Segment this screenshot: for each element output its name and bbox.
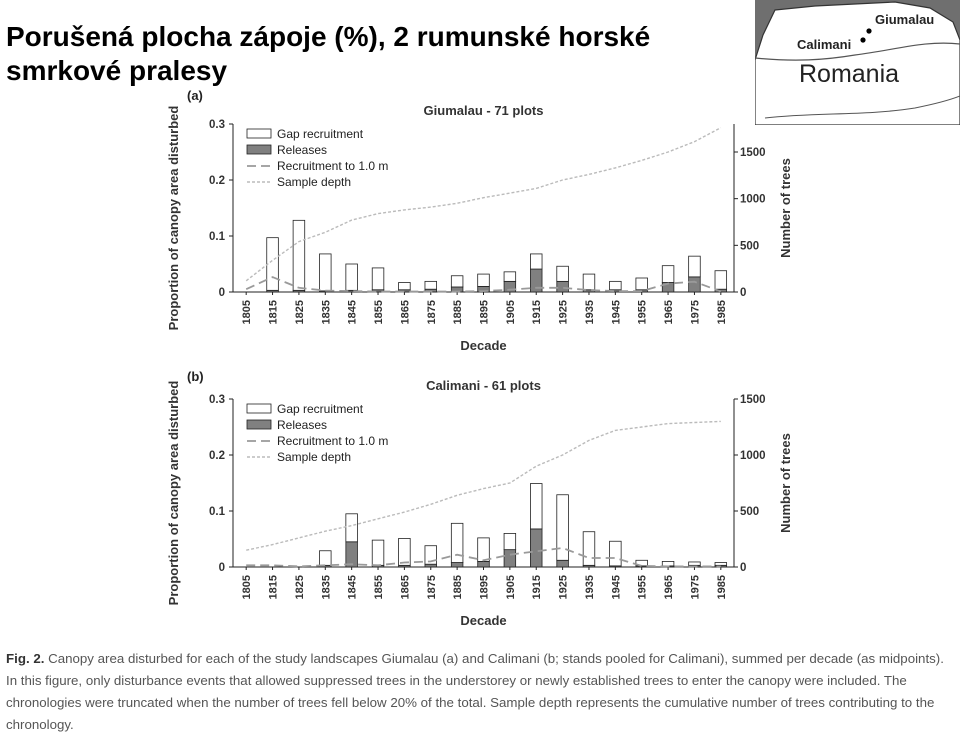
y2-axis-label: Number of trees xyxy=(778,158,793,258)
legend-label: Gap recruitment xyxy=(277,402,364,416)
x-tick-label: 1815 xyxy=(267,300,280,325)
legend-label: Recruitment to 1.0 m xyxy=(277,434,389,448)
bar-gap-recruitment xyxy=(530,254,542,269)
y-tick-label: 0.3 xyxy=(209,119,225,131)
bar-releases xyxy=(557,281,569,292)
x-tick-label: 1805 xyxy=(241,300,254,325)
bar-gap-recruitment xyxy=(478,538,490,562)
slide-title: Porušená plocha zápoje (%), 2 rumunské horské smrkové pralesy xyxy=(6,21,651,86)
bar-gap-recruitment xyxy=(689,562,701,565)
panel-label: (a) xyxy=(187,88,203,103)
x-tick-label: 1875 xyxy=(425,575,438,600)
legend-label: Recruitment to 1.0 m xyxy=(277,159,389,173)
bar-releases xyxy=(346,542,358,567)
bar-gap-recruitment xyxy=(478,274,490,286)
x-tick-label: 1845 xyxy=(346,300,359,325)
chart-panel xyxy=(166,88,793,353)
bar-releases xyxy=(478,561,490,567)
bar-releases xyxy=(425,564,437,567)
legend-label: Gap recruitment xyxy=(277,127,364,141)
map-site-label: Calimani xyxy=(797,37,852,52)
legend-label: Releases xyxy=(277,418,328,432)
figure-caption xyxy=(6,648,956,736)
y2-tick-label: 1500 xyxy=(740,147,766,159)
panel-label: (b) xyxy=(187,369,204,384)
x-tick-label: 1825 xyxy=(293,575,306,600)
bar-gap-recruitment xyxy=(372,268,384,290)
y-tick-label: 0.1 xyxy=(209,506,225,518)
x-tick-label: 1865 xyxy=(399,575,412,600)
y2-tick-label: 1500 xyxy=(740,394,766,406)
x-tick-label: 1865 xyxy=(399,300,412,325)
x-tick-label: 1985 xyxy=(715,300,728,325)
x-tick-label: 1955 xyxy=(636,575,649,600)
bar-gap-recruitment xyxy=(715,563,727,566)
legend xyxy=(247,127,388,189)
bar-gap-recruitment xyxy=(346,264,358,290)
x-tick-label: 1835 xyxy=(320,300,333,325)
y-tick-label: 0 xyxy=(218,562,225,574)
x-tick-label: 1875 xyxy=(425,300,438,325)
legend-label: Sample depth xyxy=(277,450,352,464)
x-tick-label: 1855 xyxy=(373,575,386,600)
bar-gap-recruitment xyxy=(557,266,569,281)
y-tick-label: 0.2 xyxy=(209,175,225,187)
x-tick-label: 1815 xyxy=(267,575,280,600)
bar-gap-recruitment xyxy=(504,272,516,282)
x-tick-label: 1805 xyxy=(241,575,254,600)
y2-axis-label: Number of trees xyxy=(778,433,793,533)
bar-gap-recruitment xyxy=(319,551,331,566)
figure-caption-label: Fig. 2. xyxy=(6,651,45,666)
map-country-label: Romania xyxy=(799,60,900,88)
x-tick-label: 1935 xyxy=(583,300,596,325)
x-tick-label: 1855 xyxy=(373,300,386,325)
x-tick-label: 1885 xyxy=(452,575,465,600)
legend-swatch-releases xyxy=(247,420,271,429)
map-site-label: Giumalau xyxy=(875,12,935,27)
bar-gap-recruitment xyxy=(530,484,542,529)
bar-gap-recruitment xyxy=(451,276,463,287)
x-tick-label: 1975 xyxy=(689,300,702,325)
bar-gap-recruitment xyxy=(425,281,437,289)
x-tick-label: 1895 xyxy=(478,575,491,600)
x-tick-label: 1955 xyxy=(636,300,649,325)
x-tick-label: 1945 xyxy=(610,300,623,325)
x-tick-label: 1835 xyxy=(320,575,333,600)
legend-swatch-releases xyxy=(247,145,271,154)
chart-title: Giumalau - 71 plots xyxy=(423,103,544,118)
x-tick-label: 1925 xyxy=(557,300,570,325)
bar-gap-recruitment xyxy=(504,533,516,549)
bar-gap-recruitment xyxy=(372,540,384,565)
x-tick-label: 1915 xyxy=(531,300,544,325)
x-tick-label: 1845 xyxy=(346,575,359,600)
x-tick-label: 1925 xyxy=(557,575,570,600)
y2-tick-label: 0 xyxy=(740,287,747,299)
x-tick-label: 1985 xyxy=(715,575,728,600)
bar-gap-recruitment xyxy=(662,266,674,283)
bar-gap-recruitment xyxy=(610,281,622,289)
legend-swatch-gap xyxy=(247,404,271,413)
figure-caption-text: Canopy area disturbed for each of the study landscapes Giumalau (a) and Calimani (b; stands pooled for Calimani), summed per decade (as midpoints). In this figure, only disturbance events that allowed suppressed trees in the understorey or newly established trees to enter the canopy were included. The chronologies were truncated when the number of trees fell below 20% of the total. Sample depth represents the cumulative number of trees contributing to the chronology. xyxy=(6,651,944,732)
bar-gap-recruitment xyxy=(451,523,463,562)
x-tick-label: 1945 xyxy=(610,575,623,600)
y-axis-label: Proportion of canopy area disturbed xyxy=(166,105,181,331)
bar-gap-recruitment xyxy=(662,561,674,565)
y-tick-label: 0.3 xyxy=(209,394,225,406)
legend xyxy=(247,402,388,464)
bar-gap-recruitment xyxy=(399,538,411,565)
x-axis-label: Decade xyxy=(460,338,507,353)
bar-gap-recruitment xyxy=(399,282,411,289)
legend-label: Releases xyxy=(277,143,328,157)
bar-releases xyxy=(557,560,569,567)
legend-swatch-gap xyxy=(247,129,271,138)
y2-tick-label: 1000 xyxy=(740,193,766,206)
y-tick-label: 0.2 xyxy=(209,450,225,462)
bar-releases xyxy=(530,529,542,567)
bar-gap-recruitment xyxy=(583,532,595,566)
x-tick-label: 1885 xyxy=(452,300,465,325)
chart-panel xyxy=(166,369,793,628)
y-axis-label: Proportion of canopy area disturbed xyxy=(166,380,181,606)
bar-gap-recruitment xyxy=(689,256,701,277)
x-tick-label: 1905 xyxy=(504,575,517,600)
bar-gap-recruitment xyxy=(583,274,595,290)
x-tick-label: 1915 xyxy=(531,575,544,600)
chart-title: Calimani - 61 plots xyxy=(426,378,541,393)
y2-tick-label: 500 xyxy=(740,506,760,518)
bar-releases xyxy=(504,550,516,567)
x-tick-label: 1825 xyxy=(293,300,306,325)
bar-gap-recruitment xyxy=(610,541,622,566)
y2-tick-label: 500 xyxy=(740,240,760,253)
legend-label: Sample depth xyxy=(277,175,352,189)
bar-gap-recruitment xyxy=(293,220,305,290)
x-tick-label: 1965 xyxy=(663,575,676,600)
bar-gap-recruitment xyxy=(636,278,648,290)
bar-gap-recruitment xyxy=(319,254,331,291)
bar-gap-recruitment xyxy=(346,514,358,542)
bar-releases xyxy=(689,277,701,292)
y-tick-label: 0 xyxy=(218,287,225,299)
y-tick-label: 0.1 xyxy=(209,231,225,243)
x-tick-label: 1935 xyxy=(583,575,596,600)
y2-tick-label: 1000 xyxy=(740,450,766,462)
x-tick-label: 1965 xyxy=(663,300,676,325)
bar-gap-recruitment xyxy=(715,271,727,289)
x-tick-label: 1975 xyxy=(689,575,702,600)
x-axis-label: Decade xyxy=(460,613,507,628)
x-tick-label: 1905 xyxy=(504,300,517,325)
bar-releases xyxy=(451,563,463,567)
x-tick-label: 1895 xyxy=(478,300,491,325)
y2-tick-label: 0 xyxy=(740,562,747,574)
